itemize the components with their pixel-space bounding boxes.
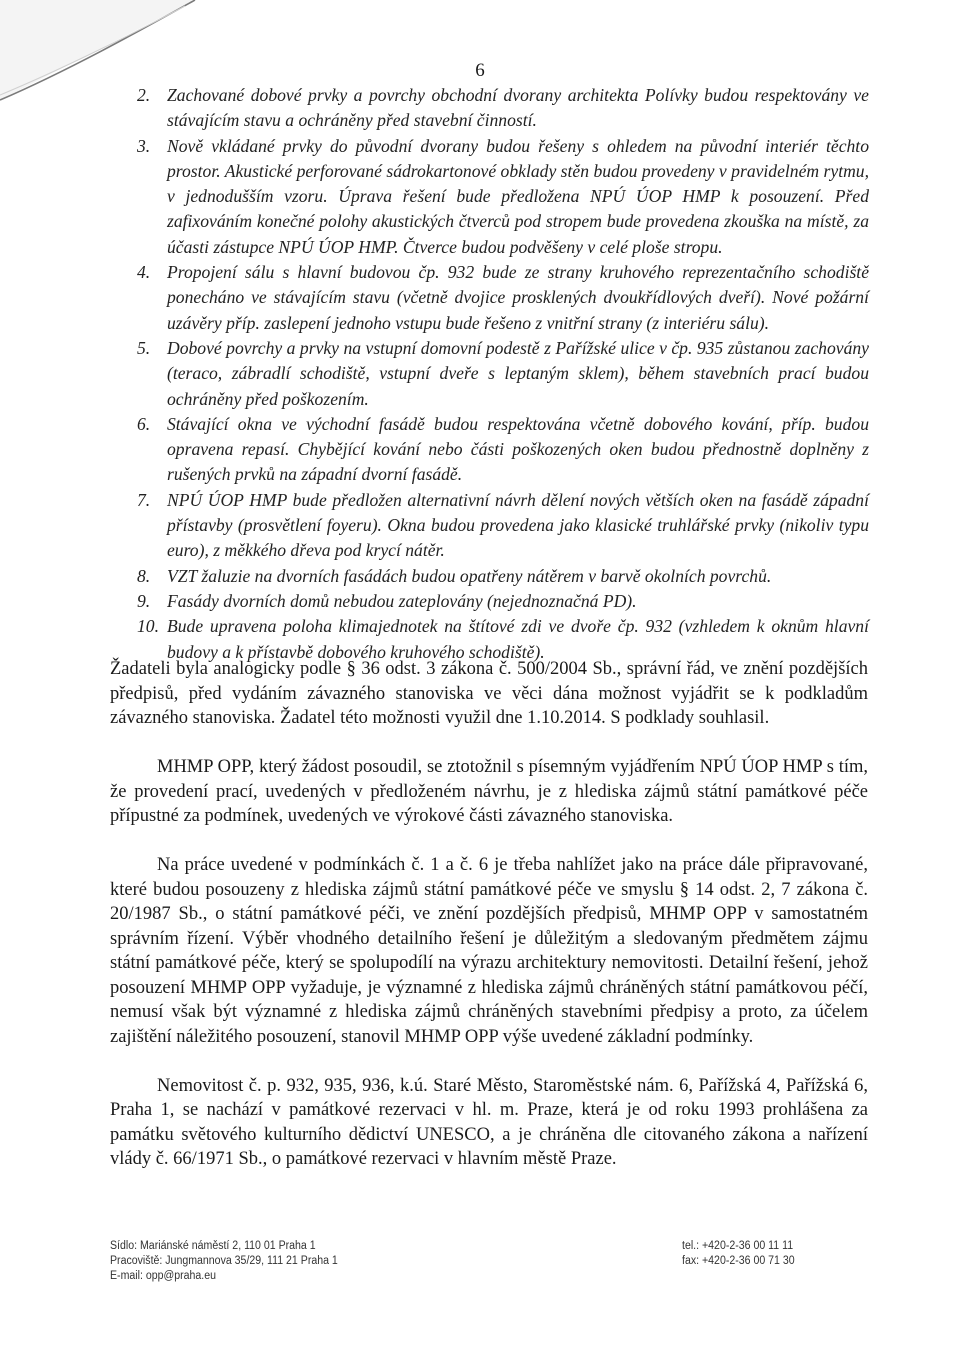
footer-fax: fax: +420-2-36 00 71 30	[682, 1255, 795, 1267]
condition-number: 4.	[137, 262, 151, 283]
condition-item	[137, 134, 869, 260]
footer-contacts	[682, 1239, 795, 1269]
condition-text: Nově vkládané prvky do původní dvorany budou řešeny s ohledem na původní interiér těchto prostor. Akustické perforované sádrokartonové obklady stěn budou provedeny v pravidelném rytmu, v jednodušším vzoru. Úprava řešení bude předložena NPÚ ÚOP HMP k posouzení. Před zafixováním konečné polohy akustických čtverců pod stropem bude provedena zkouška na místě, za účasti zástupce NPÚ ÚOP HMP. Čtverce budou podvěšeny v celé ploše stropu.	[167, 135, 869, 257]
condition-item	[137, 260, 869, 336]
footer-email: E-mail: opp@praha.eu	[110, 1270, 217, 1282]
condition-number: 5.	[137, 337, 151, 358]
paragraph: Na práce uvedené v podmínkách č. 1 a č. 6 je třeba nahlížet jako na práce dále připravované, které budou posouzeny z hlediska zájmů státní památkové péče ve smyslu § 14 odst. 2, 7 zákona č. 20/1987 Sb., o státní památkové péči, ve znění pozdějších předpisů, MHMP OPP v samostatném správním řízení. Výběr vhodného detailního řešení je důležitým a sledovaným předmětem zájmu státní památkové péče, který se spolupodílí na výrazu architektury nemovitosti. Detailní řešení, jehož posouzení MHMP OPP vyžaduje, je významné z hlediska zájmů chráněných státní památkovou péčí, nemusí však být významné z hlediska zájmů chráněných stavebními předpisy a proto, za účelem zajištění náležitého posouzení, stanovil MHMP OPP výše uvedené základní podmínky.	[110, 855, 868, 1047]
condition-number: 6.	[137, 413, 151, 434]
paragraph: Žadateli byla analogicky podle § 36 odst. 3 zákona č. 500/2004 Sb., správní řád, ve znění pozdějších předpisů, před vydáním závazného stanoviska ve věci dána možnost vyjádřit se k podkladům závazného stanoviska. Žadatel této možnosti využil dne 1.10.2014. S podklady souhlasil.	[110, 659, 868, 728]
footer-phone: tel.: +420-2-36 00 11 11	[682, 1240, 794, 1252]
condition-number: 3.	[137, 135, 151, 156]
condition-text: Bude upravena poloha klimajednotek na štítové zdi ve dvoře čp. 932 (vzhledem k oknům hlavní budovy a k přístavbě dobového kruhového schodiště).	[167, 616, 869, 662]
body-text	[110, 657, 868, 1196]
condition-text: Stávající okna ve východní fasádě budou respektována včetně dobového kování, příp. budou opravena repasí. Chybějící kování nebo části poškozených oken budou přednostně doplněny z rušených prvků na západní dvorní fasádě.	[167, 413, 869, 485]
condition-item	[137, 564, 869, 589]
condition-number: 2.	[137, 85, 151, 105]
condition-number: 9.	[137, 590, 151, 611]
footer-address	[110, 1239, 338, 1284]
page-number: 6	[475, 60, 485, 81]
footer-seat: Sídlo: Mariánské náměstí 2, 110 01 Praha 1	[110, 1240, 316, 1252]
condition-number: 10.	[137, 616, 159, 637]
condition-item	[137, 83, 869, 134]
condition-text: NPÚ ÚOP HMP bude předložen alternativní návrh dělení nových větších oken na fasádě západní přístavby (prosvětlení foyeru). Okna budou provedena jako klasické truhlářské prvky (nikoliv typu euro), z měkkého dřeva pod krycí nátěr.	[167, 489, 869, 561]
paragraph: Nemovitost č. p. 932, 935, 936, k.ú. Staré Město, Staroměstské nám. 6, Pařížská 4, Pařížská 6, Praha 1, se nachází v památkové rezervaci v hl. m. Praze, která je od roku 1993 prohlášena za památku světového kulturního dědictví UNESCO, a je chráněna dle citovaného zákona a nařízení vlády č. 66/1971 Sb., o památkové rezervaci v hlavním městě Praze.	[110, 1075, 868, 1169]
conditions-list	[137, 83, 869, 665]
condition-text: Zachované dobové prvky a povrchy obchodní dvorany architekta Polívky budou respektovány ve stávajícím stavu a ochráněny před stavební činností.	[167, 85, 869, 131]
condition-item	[137, 412, 869, 488]
condition-number: 8.	[137, 565, 151, 586]
condition-item	[137, 336, 869, 412]
footer-workplace: Pracoviště: Jungmannova 35/29, 111 21 Praha 1	[110, 1255, 338, 1267]
condition-text: Dobové povrchy a prvky na vstupní domovní podestě z Pařížské ulice v čp. 935 zůstanou zachovány (teraco, zábradlí schodiště, vstupní dveře s leptaným sklem), během stavebních prací budou ochráněny před poškozením.	[167, 337, 869, 409]
condition-number: 7.	[137, 489, 151, 510]
condition-text: VZT žaluzie na dvorních fasádách budou opatřeny nátěrem v barvě okolních povrchů.	[167, 565, 772, 586]
condition-text: Propojení sálu s hlavní budovou čp. 932 bude ze strany kruhového reprezentačního schodiště ponecháno ve stávajícím stavu (včetně dvojice prosklených dvoukřídlových dveří). Nové požární uzávěry příp. zaslepení jednoho vstupu bude řešeno z vnitřní strany (z interiéru sálu).	[167, 262, 869, 333]
condition-item	[137, 488, 869, 564]
condition-item	[137, 589, 869, 614]
paragraph: MHMP OPP, který žádost posoudil, se ztotožnil s písemným vyjádřením NPÚ ÚOP HMP s tím, že provedení prací, uvedených v předloženém návrhu, je z hlediska zájmů státní památkové péče přípustné za podmínek, uvedených ve výrokové části závazného stanoviska.	[110, 757, 868, 826]
condition-text: Fasády dvorních domů nebudou zateplovány (nejednoznačná PD).	[167, 590, 637, 611]
